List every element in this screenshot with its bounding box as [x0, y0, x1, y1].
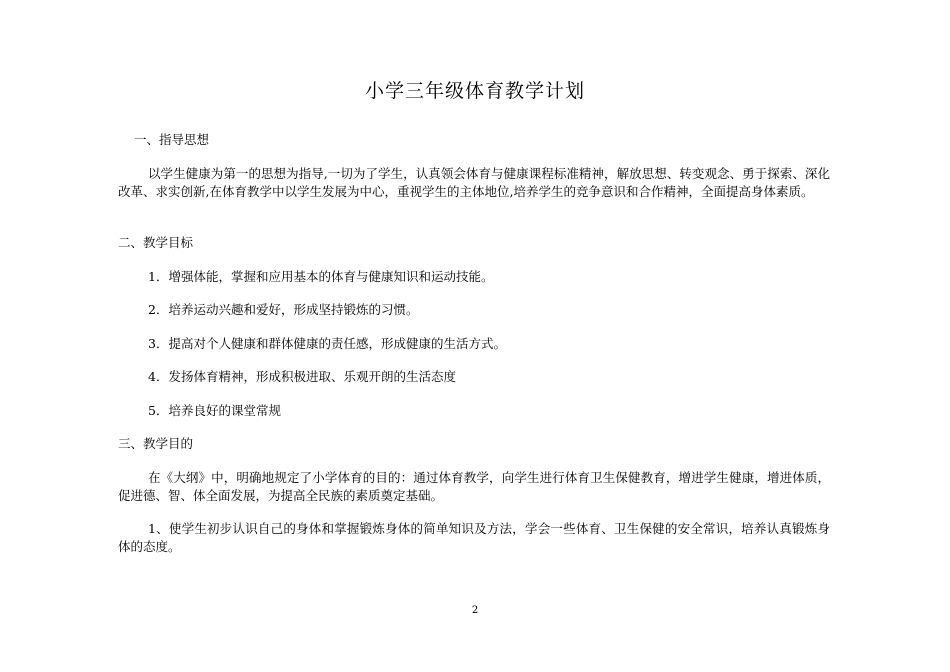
paragraph-purpose-point-1: 1、使学生初步认识自己的身体和掌握锻炼身体的简单知识及方法，学会一些体育、卫生保健的安全常识，培养认真锻炼身体的态度。 — [118, 521, 830, 554]
goal-item-1: 1．增强体能，掌握和应用基本的体育与健康知识和运动技能。 — [148, 269, 494, 284]
goal-item-3: 3．提高对个人健康和群体健康的责任感，形成健康的生活方式。 — [148, 336, 506, 351]
page-number: 2 — [471, 605, 479, 616]
paragraph-guiding-thought: 以学生健康为第一的思想为指导,一切为了学生，认真领会体育与健康课程标准精神，解放思想、转变观念、勇于探索、深化改革、求实创新,在体育教学中以学生发展为中心，重视学生的主体地位,培养学生的竞争意识和合作精神，全面提高身体素质。 — [118, 166, 830, 199]
goal-item-4: 4．发扬体育精神，形成积极进取、乐观开朗的生活态度 — [148, 369, 456, 384]
section-heading-teaching-goals: 二、教学目标 — [118, 235, 194, 250]
section-heading-guiding-thought: 一、指导思想 — [134, 132, 210, 147]
paragraph-teaching-purpose: 在《大纲》中，明确地规定了小学体育的目的：通过体育教学，向学生进行体育卫生保健教育，增进学生健康，增进体质，促进德、智、体全面发展，为提高全民族的素质奠定基础。 — [118, 470, 830, 503]
section-heading-teaching-purpose: 三、教学目的 — [118, 436, 194, 451]
document-title: 小学三年级体育教学计划 — [364, 80, 585, 102]
goal-item-2: 2．培养运动兴趣和爱好，形成坚持锻炼的习惯。 — [148, 302, 419, 317]
goal-item-5: 5．培养良好的课堂常规 — [148, 403, 281, 418]
